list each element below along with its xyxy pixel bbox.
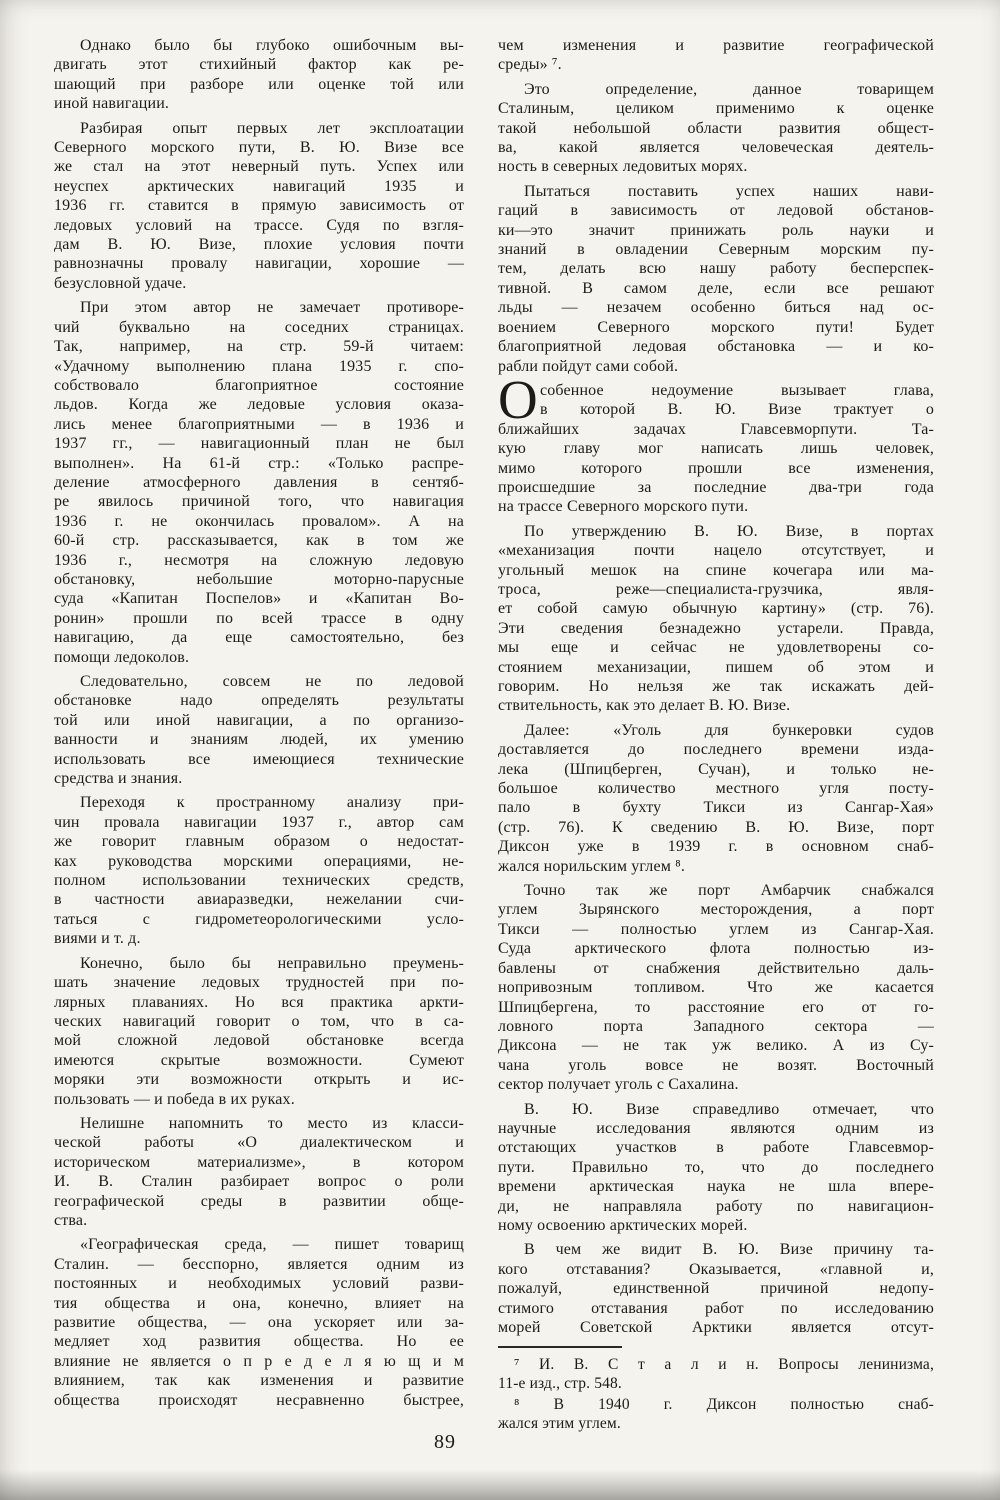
text-line: нопривозным топливом. Что же касается	[498, 979, 934, 997]
text-line: чем изменения и развитие географической	[498, 37, 934, 54]
text-line: общества происходят несравненно быстрее,	[54, 1391, 464, 1409]
text-line: (стр. 76). К сведению В. Ю. Визе, порт	[498, 818, 934, 836]
text-line: жался норильским углем ⁸.	[498, 857, 685, 875]
text-line: Шпицбергена, то расстояние его от го-	[498, 998, 934, 1016]
text-line: ронин» прошли по всей трассе в одну	[54, 609, 464, 627]
paragraph	[498, 36, 934, 75]
text-line: имеются скрытые возможности. Сумеют	[54, 1051, 464, 1069]
text-line: обстановку, небольшие моторно-парусные	[54, 570, 464, 588]
text-line: такой небольшой области развития общест-	[498, 119, 934, 137]
text-line: Это определение, данное товарищем	[524, 80, 934, 98]
text-line: 1936 г., несмотря на сложную ледовую	[54, 551, 464, 569]
page-number: 89	[434, 1431, 456, 1453]
text-line: стимого отставания работ по исследованию	[498, 1299, 934, 1317]
text-line: По утверждению В. Ю. Визе, в портах	[524, 522, 934, 540]
text-line: ческой работы «О диалектическом и	[54, 1134, 464, 1152]
text-line: воением Северного морского пути! Будет	[498, 318, 934, 336]
paragraph	[498, 182, 934, 376]
text-line: бавлены от снабжения действительно даль-	[498, 959, 934, 977]
text-line: И. В. Сталин разбирает вопрос о роли	[54, 1173, 464, 1191]
text-line: ность в северных ледовитых морях.	[498, 158, 748, 176]
text-line: в которой В. Ю. Визе трактует о	[540, 401, 934, 419]
text-line: ванности и знаниям людей, их умению	[54, 731, 464, 749]
text-line: Нелишне напомнить то место из класси-	[80, 1114, 464, 1132]
text-line: троса, реже—специалиста-грузчика, явля-	[498, 580, 934, 598]
text-line: Далее: «Уголь для бункеровки судов	[524, 721, 934, 739]
text-line: шать значение ледовых трудностей при по-	[54, 974, 464, 992]
paragraph	[54, 119, 464, 294]
page-number-row	[0, 1431, 890, 1454]
text-line: 60-й стр. рассказывается, как в том же	[54, 532, 464, 550]
paragraph	[54, 1235, 464, 1410]
paragraph	[54, 793, 464, 948]
text-line: большое количество местного угля посту-	[498, 780, 934, 798]
text-line: ре явилось причиной того, что навигация	[54, 493, 464, 511]
dropcap-letter: О	[498, 368, 538, 430]
paragraph	[498, 522, 934, 716]
text-line: чин провала навигации 1937 г., автор сам	[54, 813, 464, 831]
text-line: тия общества и она, конечно, влияет на	[54, 1294, 464, 1312]
text-line: суда «Капитан Поспелов» и «Капитан Во-	[54, 590, 464, 608]
paragraph	[498, 368, 934, 517]
text-line: При этом автор не замечает противоре-	[80, 299, 464, 317]
text-line: развитие общества, — она ускоряет или за-	[54, 1314, 464, 1331]
text-line: историческом материализме», в котором	[54, 1153, 464, 1171]
text-columns	[54, 36, 934, 1435]
paragraph	[54, 672, 464, 788]
text-line: Разбирая опыт первых лет эксплоатации	[80, 119, 464, 137]
text-line: ледовых условий на трассе. Судя по взгля-	[54, 216, 464, 234]
text-line: ет собой самую обычную картину» (стр. 76).	[498, 600, 934, 618]
paragraph	[498, 80, 934, 177]
text-line: ва, какой является человеческая деятель-	[498, 139, 934, 157]
footnote	[498, 1395, 934, 1433]
text-line: ках руководства морскими операциями, не-	[54, 852, 464, 870]
text-line: мой сложной ледовой обстановке всегда	[54, 1032, 464, 1050]
text-line: собенное недоумение вызывает глава,	[540, 381, 934, 399]
text-line: среды» ⁷.	[498, 56, 562, 74]
text-line: ческих навигаций говорит о том, что в са-	[54, 1012, 464, 1030]
text-line: мы еще и сейчас не удовлетворены со-	[498, 639, 934, 657]
text-line: пало в бухту Тикси из Сангар-Хая»	[498, 799, 934, 817]
footnote-rule	[498, 1346, 622, 1348]
paragraph	[54, 1114, 464, 1230]
text-line: знаний в овладении Северным морским пу-	[498, 241, 934, 259]
text-line: лярных плаваниях. Но вся практика аркти-	[54, 993, 464, 1011]
paragraph	[498, 721, 934, 876]
text-line: Диксон уже в 1939 г. в основном снаб-	[498, 838, 934, 856]
text-line: ближайших задачах Главсевморпути. Та-	[498, 420, 934, 438]
paragraph	[498, 881, 934, 1094]
text-line: средства и знания.	[54, 770, 183, 788]
text-line: Однако было бы глубоко ошибочным вы-	[80, 37, 464, 54]
text-line: времени арктическая наука не шла впере-	[498, 1178, 934, 1196]
text-line: В. Ю. Визе справедливо отмечает, что	[524, 1100, 934, 1118]
text-line: Пытаться поставить успех наших нави-	[524, 182, 934, 200]
text-line: происшедшие за последние два-три года	[498, 478, 934, 496]
text-line: ⁷ И. В. С т а л и н. Вопросы ленинизма,	[514, 1356, 934, 1374]
text-line: пути. Правильно то, что до последнего	[498, 1158, 934, 1176]
text-line: Конечно, было бы неправильно преумень-	[80, 954, 464, 972]
text-line: отстающих участков в работе Главсевмор-	[498, 1139, 934, 1157]
text-line: льдов. Когда же ледовые условия оказа-	[54, 396, 464, 414]
paragraph	[54, 954, 464, 1109]
text-line: угольный мешок на спине кочегара или ма-	[498, 561, 934, 579]
text-line: ства.	[54, 1211, 88, 1229]
text-line: «Географическая среда, — пишет товарищ	[80, 1236, 464, 1254]
left-column	[54, 36, 464, 1435]
text-line: Переходя к пространному анализу при-	[80, 794, 464, 812]
text-line: «Удачному выполнению плана 1935 г. спо-	[54, 357, 464, 375]
text-line: стоянием механизации, пишем об этом и	[498, 658, 934, 676]
text-line: лека (Шпицберген, Сучан), и только не-	[498, 760, 934, 778]
text-line: той или иной навигации, а по организо-	[54, 711, 464, 729]
text-line: научные исследования являются одним из	[498, 1119, 934, 1137]
text-line: Диксона — не так уж велико. А из Су-	[498, 1037, 934, 1055]
text-line: 1937 гг., — навигационный план не был	[54, 435, 464, 453]
text-line: сектор получает уголь с Сахалина.	[498, 1076, 739, 1094]
text-line: 1936 гг. ставится в прямую зависимость от	[54, 197, 464, 215]
text-line: влиянием, так как изменения и развитие	[54, 1372, 464, 1390]
text-line: пользовать — и победа в их руках.	[54, 1090, 295, 1108]
text-line: доставляется до последнего времени изда-	[498, 741, 934, 759]
text-line: Сталин. — бесспорно, является одним из	[54, 1255, 464, 1273]
text-line: моряки эти возможности открыть и ис-	[54, 1071, 464, 1089]
text-line: обстановке надо определять результаты	[54, 692, 464, 710]
text-line: В чем же видит В. Ю. Визе причину та-	[524, 1241, 934, 1259]
text-line: виями и т. д.	[54, 930, 141, 948]
text-line: иной навигации.	[54, 95, 170, 113]
text-line: Суда арктического флота полностью из-	[498, 940, 934, 958]
text-line: «механизация почти нацело отсутствует, и	[498, 542, 934, 560]
text-line: пожалуй, единственной причиной недопу-	[498, 1280, 934, 1298]
paragraph	[498, 1100, 934, 1236]
text-line: полном использовании технических средств,	[54, 872, 464, 890]
text-line: 11-е изд., стр. 548.	[498, 1375, 622, 1393]
scan-shadow	[0, 1470, 1000, 1500]
text-line: Северного морского пути, В. Ю. Визе все	[54, 139, 464, 157]
text-line: кого отставания? Оказывается, «главной и,	[498, 1260, 934, 1278]
text-line: лись менее благоприятными — в 1936 и	[54, 415, 464, 433]
text-line: тем, делать всю нашу работу бесперспек-	[498, 260, 934, 278]
text-line: равнозначны провалу навигации, хорошие —	[54, 255, 464, 273]
text-line: деление атмосферного давления в сентяб-	[54, 473, 464, 491]
text-line: собствовало благоприятное состояние	[54, 376, 464, 394]
text-line: тивной. В самом деле, если все решают	[498, 279, 934, 297]
text-line: мимо которого прошли все изменения,	[498, 459, 934, 477]
text-line: льды — незачем особенно биться над ос-	[498, 299, 934, 317]
paragraph	[54, 36, 464, 114]
text-line: неуспех арктических навигаций 1935 и	[54, 177, 464, 195]
text-line: в частности авиаразведки, нежелании счи-	[54, 891, 464, 909]
text-line: ловного порта Западного сектора —	[498, 1017, 934, 1035]
text-line: навигацию, да еще самостоятельно, без	[54, 629, 464, 647]
text-line: дам В. Ю. Визе, плохие условия почти	[54, 236, 464, 254]
text-line: ному освоению арктических морей.	[498, 1216, 748, 1234]
text-line: 1936 г. не окончилась провалом». А на	[54, 512, 464, 530]
text-line: благоприятной ледовая обстановка — и ко-	[498, 338, 934, 356]
text-line: Так, например, на стр. 59-й читаем:	[54, 338, 464, 356]
text-line: Сталиным, целиком применимо к оценке	[498, 100, 934, 118]
text-line: же говорит главным образом о недостат-	[54, 833, 464, 851]
text-line: Тикси — полностью углем из Сангар-Хая.	[498, 920, 934, 938]
text-line: двигать этот стихийный фактор как ре-	[54, 56, 464, 74]
text-line: Эти сведения безнадежно устарели. Правда,	[498, 619, 934, 637]
text-line: географической среды в развитии обще-	[54, 1192, 464, 1210]
text-line: на трассе Северного морского пути.	[498, 498, 749, 516]
text-line: использовать все имеющиеся технические	[54, 750, 464, 768]
text-line: жался этим углем.	[498, 1415, 621, 1433]
text-line: морей Советской Арктики является отсут-	[498, 1319, 934, 1336]
paragraph	[498, 1240, 934, 1337]
text-line: таться с гидрометеорологическими усло-	[54, 910, 464, 928]
text-line: чий буквально на соседних страницах.	[54, 318, 464, 336]
text-line: шающий при разборе или оценке той или	[54, 75, 464, 93]
text-line: влияние не является о п р е д е л я ю щ и м	[54, 1352, 464, 1370]
text-line: ди, не направляла работу по навигацион-	[498, 1197, 934, 1215]
text-line: безусловной удаче.	[54, 274, 187, 292]
text-line: Следовательно, совсем не по ледовой	[80, 673, 464, 690]
text-line: ⁸ В 1940 г. Диксон полностью снаб-	[514, 1396, 934, 1414]
text-line: медляет ход развития общества. Но ее	[54, 1333, 464, 1351]
text-line: углем Зырянского месторождения, а порт	[498, 901, 934, 919]
text-line: рабли пойдут сами собой.	[498, 357, 679, 375]
text-line: помощи ледоколов.	[54, 648, 190, 666]
text-line: выполнен». На 61-й стр.: «Только распре-	[54, 454, 464, 472]
text-line: гаций в зависимость от ледовой обстанов-	[498, 202, 934, 220]
text-line: ки—это значит принижать роль науки и	[498, 221, 934, 239]
right-column	[498, 36, 934, 1435]
text-line: же стал на этот неверный путь. Успех или	[54, 158, 464, 176]
text-line: чана уголь вовсе не возят. Восточный	[498, 1056, 934, 1074]
footnote	[498, 1355, 934, 1393]
text-line: Точно так же порт Амбарчик снабжался	[524, 882, 934, 900]
text-line: ствительность, как это делает В. Ю. Визе.	[498, 697, 791, 715]
text-line: говорим. Но нельзя же так искажать дей-	[498, 678, 934, 695]
text-line: постоянных и необходимых условий разви-	[54, 1275, 464, 1293]
text-line: кую главу мог написать лишь человек,	[498, 440, 934, 458]
paragraph	[54, 298, 464, 667]
